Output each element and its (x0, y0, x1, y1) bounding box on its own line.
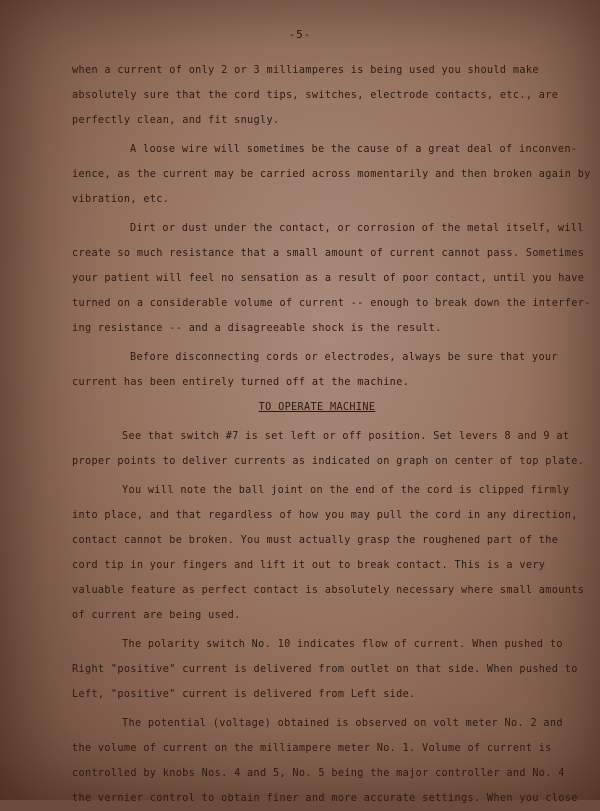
text-line: the volume of current on the milliampere meter No. 1. Volume of current is (72, 743, 552, 754)
section-heading: TO OPERATE MACHINE (258, 402, 376, 413)
text-line: current has been entirely turned off at the machine. (72, 377, 410, 388)
text-line: into place, and that regardless of how you may pull the cord in any direction, (72, 510, 578, 521)
text-line: cord tip in your fingers and lift it out to break contact. This is a very (72, 560, 546, 571)
text-line: controlled by knobs Nos. 4 and 5, No. 5 being the major controller and No. 4 (72, 768, 565, 779)
text-line: create so much resistance that a small amount of current cannot pass. Sometimes (72, 248, 585, 259)
text-line: ience, as the current may be carried across momentarily and then broken again by (72, 169, 591, 180)
text-line: Dirt or dust under the contact, or corrosion of the metal itself, will (130, 223, 584, 234)
text-line: contact cannot be broken. You must actually grasp the roughened part of the (72, 535, 559, 546)
text-line: Before disconnecting cords or electrodes, always be sure that your (130, 352, 558, 363)
text-line: The polarity switch No. 10 indicates flow of current. When pushed to (122, 639, 563, 650)
text-line: turned on a considerable volume of current -- enough to break down the interfer- (72, 298, 591, 309)
text-line: Right "positive" current is delivered from outlet on that side. When pushed to (72, 664, 578, 675)
text-line: You will note the ball joint on the end of the cord is clipped firmly (122, 485, 570, 496)
text-line: the vernier control to obtain finer and more accurate settings. When you close (72, 793, 578, 804)
text-line: absolutely sure that the cord tips, switches, electrode contacts, etc., are (72, 90, 559, 101)
text-line: proper points to deliver currents as indicated on graph on center of top plate. (72, 456, 585, 467)
page-number: -5- (288, 28, 312, 41)
text-line: The potential (voltage) obtained is observed on volt meter No. 2 and (122, 718, 563, 729)
text-line: of current are being used. (72, 610, 241, 621)
document-body (72, 58, 591, 811)
text-line: A loose wire will sometimes be the cause of a great deal of inconven- (130, 144, 578, 155)
text-line: ing resistance -- and a disagreeable shock is the result. (72, 323, 442, 334)
text-line: valuable feature as perfect contact is absolutely necessary where small amounts (72, 585, 585, 596)
text-line: when a current of only 2 or 3 milliamperes is being used you should make (72, 65, 539, 76)
text-line: perfectly clean, and fit snugly. (72, 115, 280, 126)
text-line: See that switch #7 is set left or off position. Set levers 8 and 9 at (122, 431, 570, 442)
text-line: your patient will feel no sensation as a result of poor contact, until you have (72, 273, 585, 284)
text-line: vibration, etc. (72, 194, 170, 205)
text-line: Left, "positive" current is delivered from Left side. (72, 689, 416, 700)
